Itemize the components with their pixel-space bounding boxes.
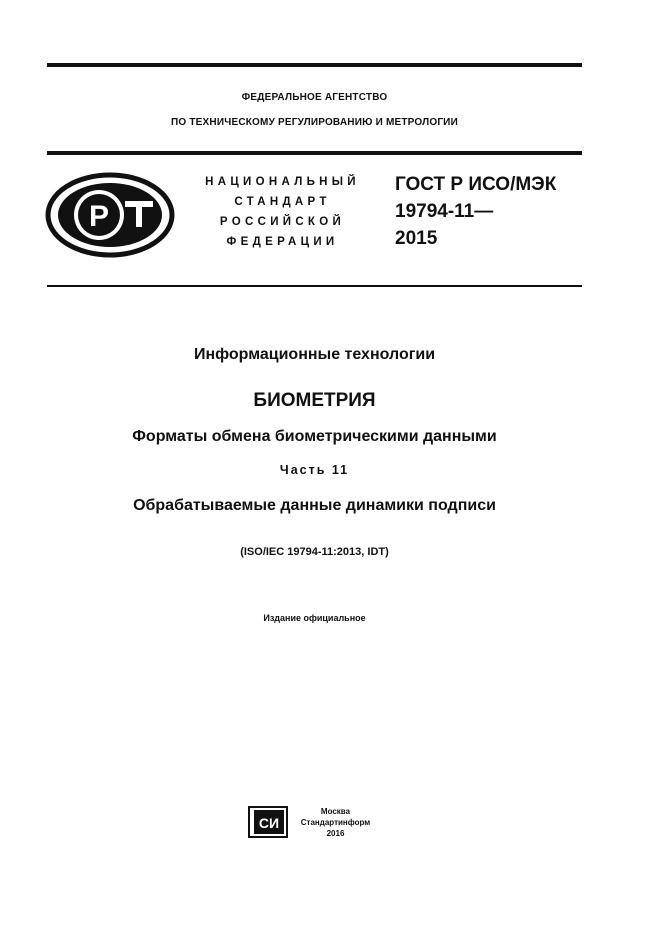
gost-r-logo xyxy=(45,172,175,258)
agency-line-1: ФЕДЕРАЛЬНОЕ АГЕНТСТВО xyxy=(241,92,388,103)
national-standard-label xyxy=(190,172,375,252)
title-line-3: Форматы обмена биометрическими данными xyxy=(132,428,497,445)
svg-text:Р: Р xyxy=(88,200,110,233)
standartinform-logo xyxy=(248,806,288,838)
header-rule xyxy=(47,151,582,155)
block-rule xyxy=(47,285,582,287)
top-rule xyxy=(47,63,582,67)
edition-note: Издание официальное xyxy=(263,613,366,623)
svg-text:СИ: СИ xyxy=(258,815,280,831)
publisher-name: Стандартинформ xyxy=(300,818,371,827)
part-label: Часть 11 xyxy=(279,463,350,477)
publisher-imprint xyxy=(293,806,378,839)
designation-line-1: ГОСТ Р ИСО/МЭК xyxy=(395,174,557,195)
designation-line-3: 2015 xyxy=(395,228,438,249)
national-line-1: НАЦИОНАЛЬНЫЙ xyxy=(205,176,360,188)
agency-line-2: ПО ТЕХНИЧЕСКОМУ РЕГУЛИРОВАНИЮ И МЕТРОЛОГИИ xyxy=(171,117,458,128)
standard-designation xyxy=(395,171,585,252)
publisher-year: 2016 xyxy=(326,829,345,838)
designation-line-2: 19794-11— xyxy=(395,201,494,222)
publisher-city: Москва xyxy=(320,807,351,816)
national-line-4: ФЕДЕРАЦИИ xyxy=(226,236,339,248)
title-line-2: БИОМЕТРИЯ xyxy=(253,390,376,411)
national-line-2: СТАНДАРТ xyxy=(234,196,331,208)
title-line-1: Информационные технологии xyxy=(193,346,436,363)
national-line-3: РОССИЙСКОЙ xyxy=(219,216,346,228)
title-line-4: Обрабатываемые данные динамики подписи xyxy=(133,497,496,514)
iso-reference: (ISO/IEC 19794-11:2013, IDT) xyxy=(240,546,389,558)
